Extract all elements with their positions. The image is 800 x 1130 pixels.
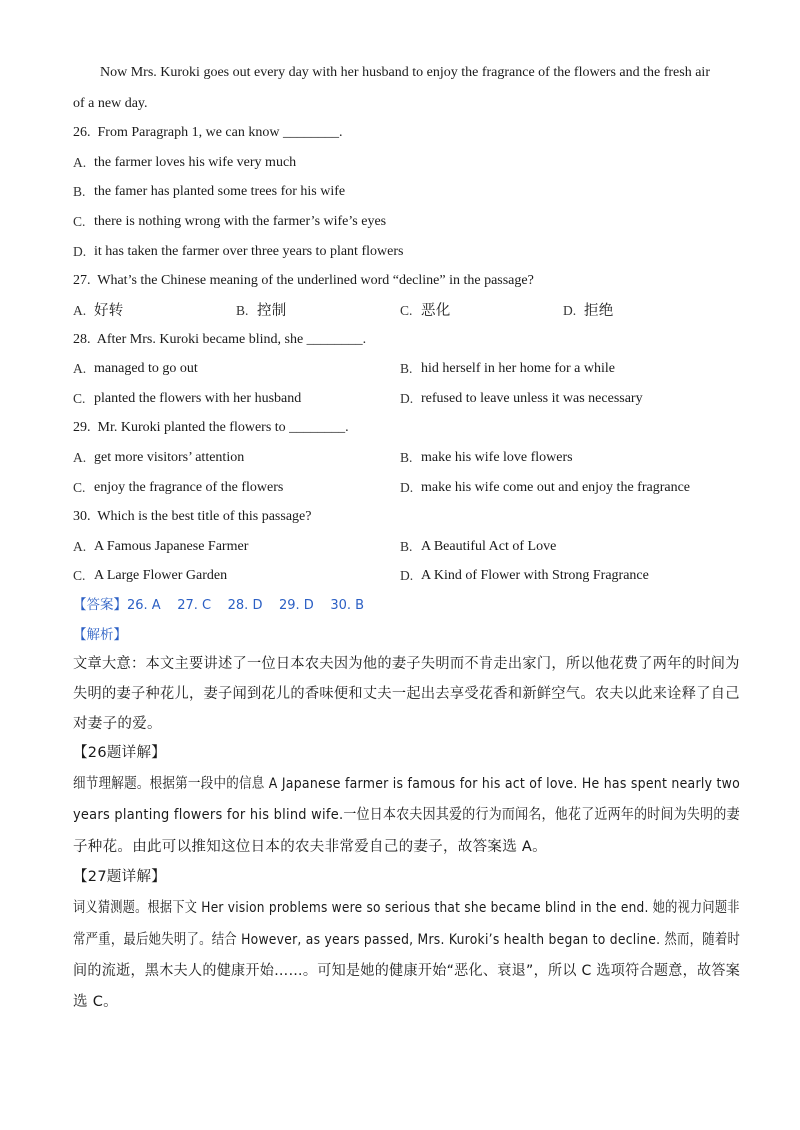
option-text: it has taken the farmer over three years to plant flowers bbox=[94, 244, 404, 259]
option-text: 好转 bbox=[94, 303, 124, 319]
question-stem: Mr. Kuroki planted the flowers to ________. bbox=[97, 420, 349, 435]
answer-tag: 【答案】 bbox=[73, 597, 127, 613]
q27-detail-tag: 【27题详解】 bbox=[73, 869, 167, 885]
option-label: C. bbox=[73, 568, 86, 583]
option-text: the farmer loves his wife very much bbox=[94, 155, 297, 170]
summary-line: 失明的妻子种花儿，妻子闻到花儿的香味便和丈夫一起出去享受花香和新鲜空气。农夫以此来诠释了自己 bbox=[73, 686, 740, 702]
option-label: C. bbox=[73, 391, 86, 406]
option-text: A Large Flower Garden bbox=[94, 568, 228, 583]
q27-detail-line: 常严重，最后她失明了。结合 However, as years passed, Mrs. Kuroki’s health began to decline. 然而，随着时 bbox=[73, 932, 741, 948]
option-label: A. bbox=[73, 303, 87, 318]
question-stem: What’s the Chinese meaning of the underlined word “decline” in the passage? bbox=[97, 273, 534, 288]
q27-detail-line: 间的流逝，黑木夫人的健康开始……。可知是她的健康开始“恶化、衰退”，所以 C 选项符合题意，故答案 bbox=[73, 963, 741, 979]
analysis-tag: 【解析】 bbox=[73, 627, 127, 643]
q27-detail-line: 词义猜测题。根据下文 Her vision problems were so serious that she became blind in the end. 她的视力问题非 bbox=[73, 900, 740, 916]
option-label: A. bbox=[73, 155, 87, 170]
option-text: make his wife come out and enjoy the fragrance bbox=[421, 480, 691, 495]
question-30 bbox=[73, 508, 311, 526]
option-text: make his wife love flowers bbox=[421, 450, 573, 465]
option-text: there is nothing wrong with the farmer’s wife’s eyes bbox=[94, 214, 387, 229]
passage-line: of a new day. bbox=[73, 96, 148, 111]
question-26 bbox=[73, 124, 342, 142]
option-label: B. bbox=[236, 303, 249, 318]
question-29 bbox=[73, 419, 349, 437]
option-text: hid herself in her home for a while bbox=[421, 361, 615, 376]
option-text: A Famous Japanese Farmer bbox=[94, 539, 249, 554]
question-27 bbox=[73, 272, 534, 290]
option-text: A Kind of Flower with Strong Fragrance bbox=[421, 568, 649, 583]
question-number: 28. bbox=[73, 332, 91, 347]
option-label: D. bbox=[73, 244, 87, 259]
option-label: B. bbox=[400, 361, 413, 376]
q26-detail-tag: 【26题详解】 bbox=[73, 745, 167, 761]
option-label: C. bbox=[400, 303, 413, 318]
option-label: B. bbox=[400, 539, 413, 554]
summary-line: 对妻子的爱。 bbox=[73, 716, 162, 732]
answer-line bbox=[73, 596, 364, 615]
option-label: B. bbox=[73, 184, 86, 199]
option-label: D. bbox=[563, 303, 577, 318]
option-text: planted the flowers with her husband bbox=[94, 391, 302, 406]
option-label: D. bbox=[400, 568, 414, 583]
option-text: 控制 bbox=[257, 303, 287, 319]
option-text: the famer has planted some trees for his wife bbox=[94, 184, 346, 199]
q26-detail-line: 细节理解题。根据第一段中的信息 A Japanese farmer is famous for his act of love. He has spent nearly two bbox=[73, 776, 741, 792]
summary-line: 文章大意：本文主要讲述了一位日本农夫因为他的妻子失明而不肯走出家门，所以他花费了两年的时间为 bbox=[73, 656, 740, 672]
q26-detail-line: 子种花。由此可以推知这位日本的农夫非常爱自己的妻子，故答案选 A。 bbox=[73, 839, 547, 855]
passage-line: Now Mrs. Kuroki goes out every day with her husband to enjoy the fragrance of the flowers and the fresh air bbox=[100, 65, 710, 80]
option-label: C. bbox=[73, 214, 86, 229]
option-label: C. bbox=[73, 480, 86, 495]
question-number: 30. bbox=[73, 509, 91, 524]
question-number: 26. bbox=[73, 125, 91, 140]
option-label: B. bbox=[400, 450, 413, 465]
option-label: D. bbox=[400, 391, 414, 406]
answer-values: 26. A 27. C 28. D 29. D 30. B bbox=[127, 598, 365, 613]
option-text: managed to go out bbox=[94, 361, 198, 376]
option-text: 拒绝 bbox=[584, 303, 614, 319]
question-28 bbox=[73, 331, 366, 349]
question-stem: After Mrs. Kuroki became blind, she ________. bbox=[96, 332, 367, 347]
option-text: 恶化 bbox=[421, 303, 451, 319]
option-text: A Beautiful Act of Love bbox=[421, 539, 557, 554]
option-text: refused to leave unless it was necessary bbox=[421, 391, 643, 406]
option-text: enjoy the fragrance of the flowers bbox=[94, 480, 284, 495]
q26-detail-line: years planting flowers for his blind wife.一位日本农夫因其爱的行为而闻名，他花了近两年的时间为失明的妻 bbox=[73, 807, 740, 823]
option-text: get more visitors’ attention bbox=[94, 450, 245, 465]
option-label: A. bbox=[73, 539, 87, 554]
option-label: A. bbox=[73, 450, 87, 465]
question-number: 27. bbox=[73, 273, 91, 288]
option-label: D. bbox=[400, 480, 414, 495]
option-label: A. bbox=[73, 361, 87, 376]
question-number: 29. bbox=[73, 420, 91, 435]
question-stem: Which is the best title of this passage? bbox=[97, 509, 312, 524]
question-stem: From Paragraph 1, we can know ________. bbox=[97, 125, 343, 140]
q27-detail-line: 选 C。 bbox=[73, 994, 118, 1010]
